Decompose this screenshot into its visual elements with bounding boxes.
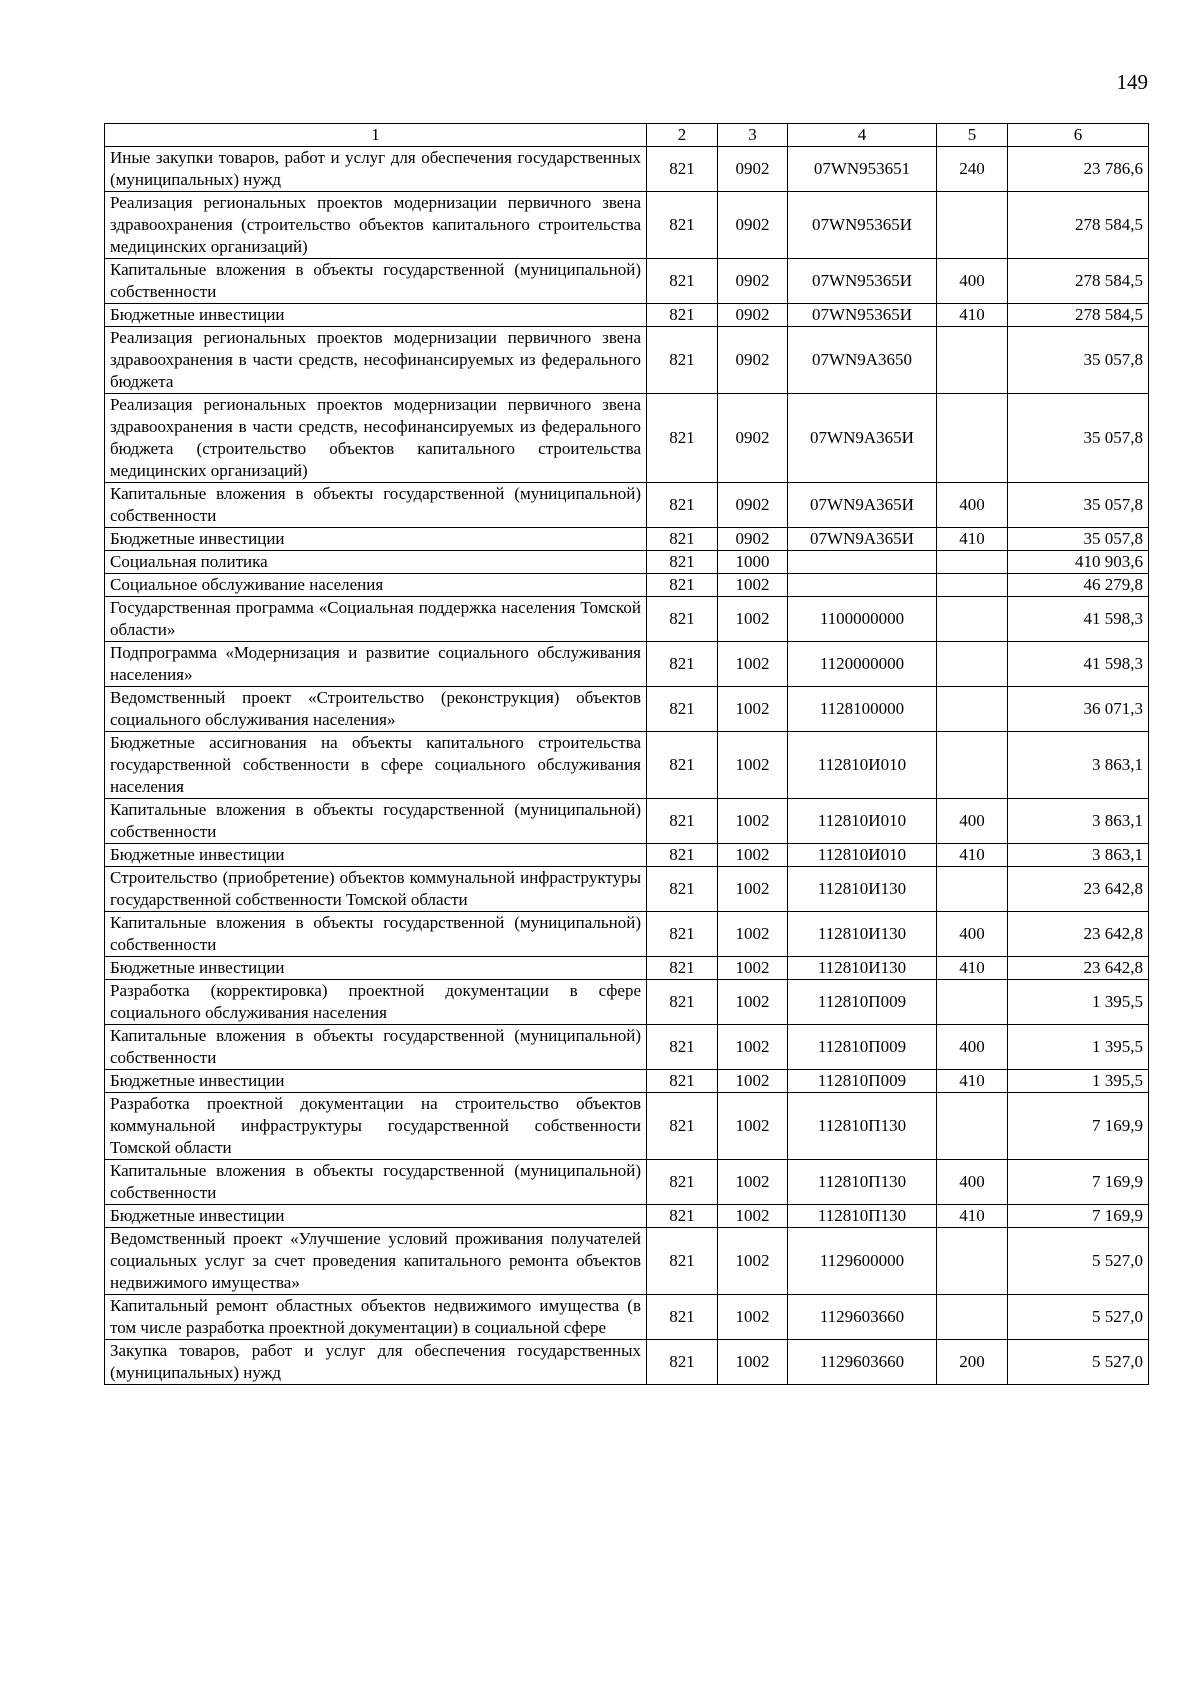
row-section-code: 1002 bbox=[718, 642, 788, 687]
row-expense-type: 400 bbox=[937, 1160, 1008, 1205]
row-grbs-code: 821 bbox=[647, 844, 718, 867]
row-section-code: 1002 bbox=[718, 980, 788, 1025]
row-section-code: 1002 bbox=[718, 844, 788, 867]
page-number: 149 bbox=[1116, 70, 1148, 94]
row-expense-type: 240 bbox=[937, 147, 1008, 192]
table-row bbox=[105, 799, 1149, 844]
table-row bbox=[105, 327, 1149, 394]
row-name: Ведомственный проект «Улучшение условий проживания получателей социальных услуг за счет проведения капитального ремонта объектов недвижимого имущества» bbox=[105, 1228, 647, 1295]
row-name: Ведомственный проект «Строительство (реконструкция) объектов социального обслуживания населения» bbox=[105, 687, 647, 732]
row-section-code: 1002 bbox=[718, 1228, 788, 1295]
row-expense-type: 410 bbox=[937, 304, 1008, 327]
table-row bbox=[105, 642, 1149, 687]
row-name: Реализация региональных проектов модернизации первичного звена здравоохранения в части средств, несофинансируемых из федерального бюджета bbox=[105, 327, 647, 394]
row-section-code: 1002 bbox=[718, 597, 788, 642]
row-name: Иные закупки товаров, работ и услуг для обеспечения государственных (муниципальных) нужд bbox=[105, 147, 647, 192]
table-row bbox=[105, 574, 1149, 597]
row-grbs-code: 821 bbox=[647, 1093, 718, 1160]
row-name: Строительство (приобретение) объектов коммунальной инфраструктуры государственной собственности Томской области bbox=[105, 867, 647, 912]
row-expense-type bbox=[937, 327, 1008, 394]
row-name: Подпрограмма «Модернизация и развитие социального обслуживания населения» bbox=[105, 642, 647, 687]
row-amount: 5 527,0 bbox=[1008, 1228, 1149, 1295]
row-expense-type bbox=[937, 394, 1008, 483]
row-name: Бюджетные инвестиции bbox=[105, 1070, 647, 1093]
row-section-code: 1000 bbox=[718, 551, 788, 574]
row-target-code: 112810И130 bbox=[788, 957, 937, 980]
row-name: Реализация региональных проектов модернизации первичного звена здравоохранения в части средств, несофинансируемых из федерального бюджета (строительство объектов капитального строительства медицинских организаций) bbox=[105, 394, 647, 483]
row-amount: 46 279,8 bbox=[1008, 574, 1149, 597]
table-row bbox=[105, 732, 1149, 799]
row-target-code: 07WN95365И bbox=[788, 304, 937, 327]
row-expense-type: 200 bbox=[937, 1340, 1008, 1385]
row-target-code: 112810И010 bbox=[788, 844, 937, 867]
row-amount: 35 057,8 bbox=[1008, 394, 1149, 483]
table-row bbox=[105, 1340, 1149, 1385]
row-section-code: 1002 bbox=[718, 1295, 788, 1340]
row-target-code: 112810П009 bbox=[788, 1025, 937, 1070]
row-grbs-code: 821 bbox=[647, 687, 718, 732]
row-amount: 35 057,8 bbox=[1008, 528, 1149, 551]
table-row bbox=[105, 1205, 1149, 1228]
row-target-code: 112810И010 bbox=[788, 799, 937, 844]
row-name: Бюджетные инвестиции bbox=[105, 1205, 647, 1228]
row-amount: 23 786,6 bbox=[1008, 147, 1149, 192]
row-name: Бюджетные инвестиции bbox=[105, 844, 647, 867]
row-target-code: 07WN95365И bbox=[788, 192, 937, 259]
table-row bbox=[105, 957, 1149, 980]
row-amount: 7 169,9 bbox=[1008, 1160, 1149, 1205]
row-expense-type bbox=[937, 687, 1008, 732]
row-name: Капитальные вложения в объекты государственной (муниципальной) собственности bbox=[105, 259, 647, 304]
row-section-code: 0902 bbox=[718, 483, 788, 528]
row-target-code bbox=[788, 551, 937, 574]
row-section-code: 1002 bbox=[718, 1025, 788, 1070]
row-grbs-code: 821 bbox=[647, 912, 718, 957]
row-section-code: 1002 bbox=[718, 1070, 788, 1093]
row-name: Бюджетные инвестиции bbox=[105, 304, 647, 327]
header-cell-5: 5 bbox=[937, 124, 1008, 147]
table-row bbox=[105, 980, 1149, 1025]
row-grbs-code: 821 bbox=[647, 1160, 718, 1205]
row-grbs-code: 821 bbox=[647, 1340, 718, 1385]
row-expense-type bbox=[937, 732, 1008, 799]
row-grbs-code: 821 bbox=[647, 483, 718, 528]
row-target-code: 07WN953651 bbox=[788, 147, 937, 192]
row-target-code: 07WN95365И bbox=[788, 259, 937, 304]
row-grbs-code: 821 bbox=[647, 304, 718, 327]
row-target-code: 1100000000 bbox=[788, 597, 937, 642]
row-target-code: 112810И010 bbox=[788, 732, 937, 799]
row-amount: 23 642,8 bbox=[1008, 867, 1149, 912]
row-amount: 36 071,3 bbox=[1008, 687, 1149, 732]
row-amount: 41 598,3 bbox=[1008, 642, 1149, 687]
row-target-code: 112810П130 bbox=[788, 1093, 937, 1160]
table-row bbox=[105, 304, 1149, 327]
row-expense-type bbox=[937, 642, 1008, 687]
row-expense-type: 400 bbox=[937, 912, 1008, 957]
row-amount: 278 584,5 bbox=[1008, 304, 1149, 327]
row-grbs-code: 821 bbox=[647, 799, 718, 844]
row-grbs-code: 821 bbox=[647, 1228, 718, 1295]
budget-table bbox=[104, 123, 1149, 1385]
row-name: Капитальные вложения в объекты государственной (муниципальной) собственности bbox=[105, 799, 647, 844]
row-target-code: 07WN9A365И bbox=[788, 394, 937, 483]
row-name: Реализация региональных проектов модернизации первичного звена здравоохранения (строительство объектов капитального строительства медицинских организаций) bbox=[105, 192, 647, 259]
table-row bbox=[105, 687, 1149, 732]
row-amount: 278 584,5 bbox=[1008, 192, 1149, 259]
row-amount: 35 057,8 bbox=[1008, 327, 1149, 394]
table-row bbox=[105, 1228, 1149, 1295]
row-amount: 23 642,8 bbox=[1008, 957, 1149, 980]
row-grbs-code: 821 bbox=[647, 528, 718, 551]
row-name: Капитальный ремонт областных объектов недвижимого имущества (в том числе разработка проектной документации) в социальной сфере bbox=[105, 1295, 647, 1340]
row-target-code: 112810П130 bbox=[788, 1160, 937, 1205]
row-name: Государственная программа «Социальная поддержка населения Томской области» bbox=[105, 597, 647, 642]
row-grbs-code: 821 bbox=[647, 327, 718, 394]
table-row bbox=[105, 1160, 1149, 1205]
row-grbs-code: 821 bbox=[647, 732, 718, 799]
row-target-code: 1129600000 bbox=[788, 1228, 937, 1295]
row-grbs-code: 821 bbox=[647, 551, 718, 574]
row-section-code: 0902 bbox=[718, 259, 788, 304]
table-row bbox=[105, 259, 1149, 304]
table-row bbox=[105, 394, 1149, 483]
row-amount: 5 527,0 bbox=[1008, 1340, 1149, 1385]
row-expense-type: 400 bbox=[937, 799, 1008, 844]
row-name: Разработка проектной документации на строительство объектов коммунальной инфраструктуры государственной собственности Томской области bbox=[105, 1093, 647, 1160]
row-expense-type bbox=[937, 192, 1008, 259]
row-grbs-code: 821 bbox=[647, 574, 718, 597]
row-name: Бюджетные инвестиции bbox=[105, 957, 647, 980]
table-row bbox=[105, 1295, 1149, 1340]
row-section-code: 1002 bbox=[718, 867, 788, 912]
row-expense-type bbox=[937, 867, 1008, 912]
row-amount: 1 395,5 bbox=[1008, 980, 1149, 1025]
row-target-code: 1128100000 bbox=[788, 687, 937, 732]
row-section-code: 1002 bbox=[718, 732, 788, 799]
row-name: Капитальные вложения в объекты государственной (муниципальной) собственности bbox=[105, 1160, 647, 1205]
row-target-code: 112810П130 bbox=[788, 1205, 937, 1228]
row-name: Капитальные вложения в объекты государственной (муниципальной) собственности bbox=[105, 912, 647, 957]
row-expense-type bbox=[937, 1093, 1008, 1160]
table-row bbox=[105, 912, 1149, 957]
header-cell-1: 1 bbox=[105, 124, 647, 147]
row-target-code bbox=[788, 574, 937, 597]
row-target-code: 112810П009 bbox=[788, 1070, 937, 1093]
table-row bbox=[105, 867, 1149, 912]
row-section-code: 1002 bbox=[718, 1340, 788, 1385]
row-grbs-code: 821 bbox=[647, 980, 718, 1025]
row-amount: 410 903,6 bbox=[1008, 551, 1149, 574]
table-row bbox=[105, 1093, 1149, 1160]
row-expense-type: 410 bbox=[937, 1205, 1008, 1228]
row-amount: 3 863,1 bbox=[1008, 799, 1149, 844]
row-grbs-code: 821 bbox=[647, 147, 718, 192]
table-row bbox=[105, 597, 1149, 642]
header-cell-6: 6 bbox=[1008, 124, 1149, 147]
row-name: Капитальные вложения в объекты государственной (муниципальной) собственности bbox=[105, 1025, 647, 1070]
row-expense-type: 410 bbox=[937, 528, 1008, 551]
row-target-code: 112810И130 bbox=[788, 867, 937, 912]
row-expense-type: 410 bbox=[937, 957, 1008, 980]
row-name: Социальное обслуживание населения bbox=[105, 574, 647, 597]
table-row bbox=[105, 844, 1149, 867]
row-expense-type bbox=[937, 980, 1008, 1025]
row-grbs-code: 821 bbox=[647, 394, 718, 483]
table-row bbox=[105, 147, 1149, 192]
header-row bbox=[105, 124, 1149, 147]
row-expense-type bbox=[937, 574, 1008, 597]
row-section-code: 1002 bbox=[718, 1160, 788, 1205]
row-target-code: 1129603660 bbox=[788, 1295, 937, 1340]
table-row bbox=[105, 1070, 1149, 1093]
table-row bbox=[105, 483, 1149, 528]
header-cell-3: 3 bbox=[718, 124, 788, 147]
row-section-code: 1002 bbox=[718, 799, 788, 844]
row-amount: 278 584,5 bbox=[1008, 259, 1149, 304]
row-amount: 5 527,0 bbox=[1008, 1295, 1149, 1340]
row-target-code: 07WN9A365И bbox=[788, 483, 937, 528]
row-grbs-code: 821 bbox=[647, 1070, 718, 1093]
row-amount: 1 395,5 bbox=[1008, 1070, 1149, 1093]
row-section-code: 1002 bbox=[718, 1205, 788, 1228]
row-target-code: 07WN9A3650 bbox=[788, 327, 937, 394]
row-target-code: 112810И130 bbox=[788, 912, 937, 957]
row-name: Бюджетные инвестиции bbox=[105, 528, 647, 551]
row-section-code: 1002 bbox=[718, 957, 788, 980]
row-expense-type: 410 bbox=[937, 844, 1008, 867]
row-section-code: 1002 bbox=[718, 574, 788, 597]
row-section-code: 1002 bbox=[718, 687, 788, 732]
row-grbs-code: 821 bbox=[647, 597, 718, 642]
table-row bbox=[105, 551, 1149, 574]
row-amount: 41 598,3 bbox=[1008, 597, 1149, 642]
row-amount: 7 169,9 bbox=[1008, 1205, 1149, 1228]
row-expense-type bbox=[937, 1228, 1008, 1295]
row-expense-type bbox=[937, 551, 1008, 574]
row-amount: 3 863,1 bbox=[1008, 732, 1149, 799]
row-expense-type: 400 bbox=[937, 1025, 1008, 1070]
row-amount: 7 169,9 bbox=[1008, 1093, 1149, 1160]
row-grbs-code: 821 bbox=[647, 192, 718, 259]
row-expense-type: 400 bbox=[937, 259, 1008, 304]
row-section-code: 0902 bbox=[718, 192, 788, 259]
row-name: Бюджетные ассигнования на объекты капитального строительства государственной собственности в сфере социального обслуживания населения bbox=[105, 732, 647, 799]
row-amount: 3 863,1 bbox=[1008, 844, 1149, 867]
row-grbs-code: 821 bbox=[647, 1205, 718, 1228]
table-row bbox=[105, 528, 1149, 551]
row-grbs-code: 821 bbox=[647, 1295, 718, 1340]
row-name: Социальная политика bbox=[105, 551, 647, 574]
row-section-code: 0902 bbox=[718, 147, 788, 192]
table-row bbox=[105, 1025, 1149, 1070]
row-grbs-code: 821 bbox=[647, 957, 718, 980]
header-cell-4: 4 bbox=[788, 124, 937, 147]
row-expense-type: 410 bbox=[937, 1070, 1008, 1093]
row-grbs-code: 821 bbox=[647, 259, 718, 304]
row-section-code: 1002 bbox=[718, 912, 788, 957]
row-grbs-code: 821 bbox=[647, 867, 718, 912]
row-grbs-code: 821 bbox=[647, 642, 718, 687]
row-expense-type bbox=[937, 597, 1008, 642]
table-row bbox=[105, 192, 1149, 259]
row-grbs-code: 821 bbox=[647, 1025, 718, 1070]
row-amount: 1 395,5 bbox=[1008, 1025, 1149, 1070]
row-amount: 23 642,8 bbox=[1008, 912, 1149, 957]
row-section-code: 1002 bbox=[718, 1093, 788, 1160]
header-cell-2: 2 bbox=[647, 124, 718, 147]
row-expense-type: 400 bbox=[937, 483, 1008, 528]
row-name: Капитальные вложения в объекты государственной (муниципальной) собственности bbox=[105, 483, 647, 528]
row-target-code: 1129603660 bbox=[788, 1340, 937, 1385]
row-target-code: 112810П009 bbox=[788, 980, 937, 1025]
row-target-code: 07WN9A365И bbox=[788, 528, 937, 551]
row-name: Закупка товаров, работ и услуг для обеспечения государственных (муниципальных) нужд bbox=[105, 1340, 647, 1385]
row-section-code: 0902 bbox=[718, 327, 788, 394]
row-name: Разработка (корректировка) проектной документации в сфере социального обслуживания населения bbox=[105, 980, 647, 1025]
row-amount: 35 057,8 bbox=[1008, 483, 1149, 528]
row-section-code: 0902 bbox=[718, 304, 788, 327]
row-expense-type bbox=[937, 1295, 1008, 1340]
row-target-code: 1120000000 bbox=[788, 642, 937, 687]
row-section-code: 0902 bbox=[718, 394, 788, 483]
row-section-code: 0902 bbox=[718, 528, 788, 551]
